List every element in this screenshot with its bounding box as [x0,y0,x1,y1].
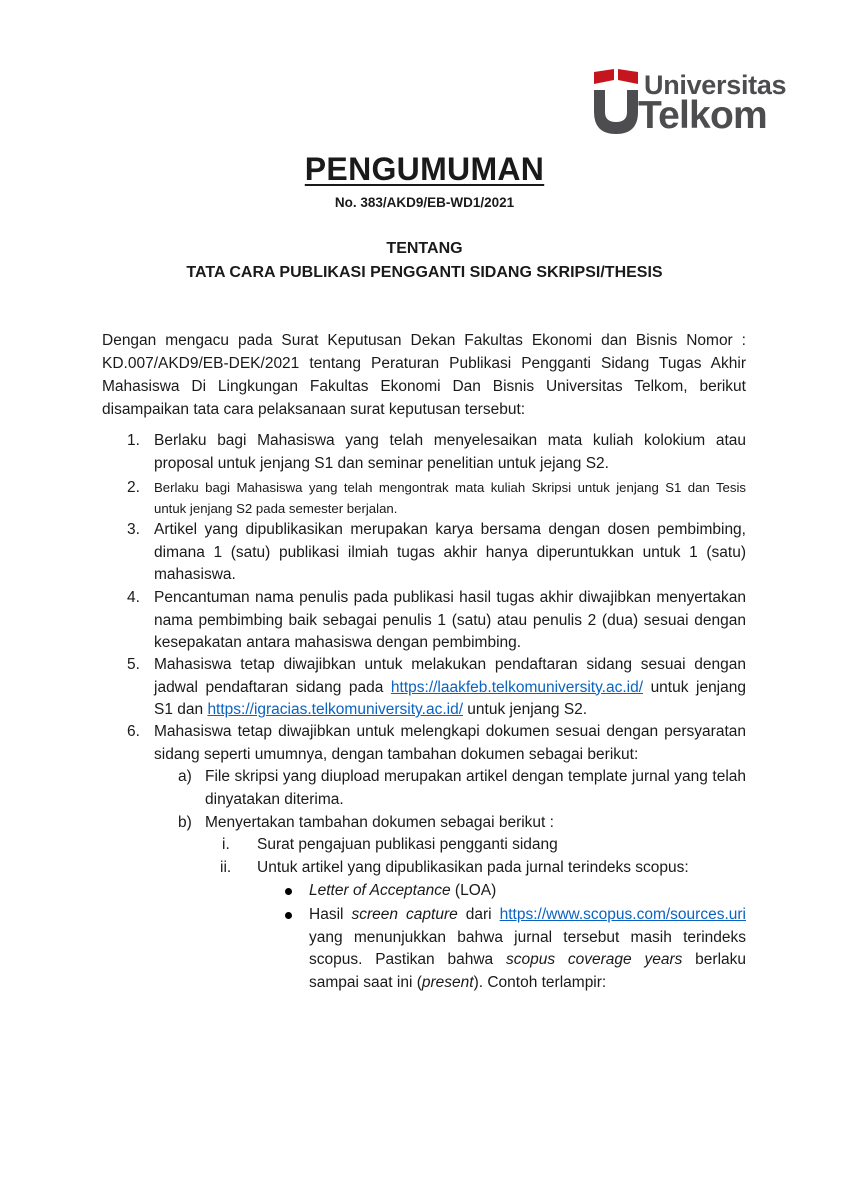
subject-line-2: TATA CARA PUBLIKASI PENGGANTI SIDANG SKRIPSI/THESIS [186,264,663,281]
sublist-mark: b) [178,814,192,831]
list-number: 5. [127,656,140,673]
bullet-italic-text: scopus coverage years [505,951,683,968]
list-item [127,654,746,722]
list-item-text: Mahasiswa tetap diwajibkan untuk melakukan pendaftaran sidang sesuai dengan jadwal pendaftaran sidang pada [154,656,746,696]
laakfeb-link[interactable]: https://laakfeb.telkomuniversity.ac.id/ [390,678,644,696]
bullet-icon [285,888,292,895]
list-number: 3. [127,521,140,538]
list-item-text: untuk jenjang S1 dan [154,678,746,718]
sublist-text: File skripsi yang diupload merupakan artikel dengan template jurnal yang telah dinyatakan diterima. [205,768,746,808]
list-item-text: Berlaku bagi Mahasiswa yang telah mengontrak mata kuliah Skripsi untuk jenjang S1 dan Tesis untuk jenjang S2 pada semester berjalan. [154,480,746,516]
roman-text: Surat pengajuan publikasi pengganti sidang [257,836,558,853]
telkom-university-logo [592,66,818,140]
list-number: 4. [127,589,140,606]
list-number: 1. [127,432,140,449]
list-item [127,430,746,475]
subject-heading [0,237,849,285]
list-item [127,721,746,766]
intro-paragraph: Dengan mengacu pada Surat Keputusan Dekan Fakultas Ekonomi dan Bisnis Nomor : KD.007/AKD9/EB-DEK/2021 tentang Peraturan Publikasi Pengganti Sidang Tugas Akhir Mahasiswa Di Lingkungan Fakultas Ekonomi Dan Bisnis Universitas Telkom, berikut disampaikan tata cara pelaksanaan surat keputusan tersebut: [102,332,746,418]
document-number: No. 383/AKD9/EB-WD1/2021 [334,195,515,210]
logo-text-telkom: Telkom [638,94,767,137]
sublist-item-a [178,766,746,811]
roman-mark: i. [222,836,230,853]
roman-mark: ii. [220,859,232,876]
sublist-text: Menyertakan tambahan dokumen sebagai berikut : [205,814,554,831]
bullet-text: (LOA) [450,882,497,899]
bullet-text: berlaku sampai saat ini ( [309,951,746,991]
bullet-icon [285,912,292,919]
bullet-text: Hasil [309,906,352,923]
sublist-mark: a) [178,768,192,785]
list-number: 2. [127,479,140,496]
list-item-text: Berlaku bagi Mahasiswa yang telah menyelesaikan mata kuliah kolokium atau proposal untuk jenjang S1 dan seminar penelitian untuk jejang S2. [154,432,746,472]
telkom-logo-mark-icon [592,66,642,140]
subject-line-1: TENTANG [386,240,463,257]
bullet-text: ). Contoh terlampir: [473,973,607,991]
scopus-link[interactable]: https://www.scopus.com/sources.uri [499,906,746,923]
list-item [127,519,746,587]
bullet-item-loa [309,880,746,903]
bullet-italic-text: Letter of Acceptance [309,882,451,899]
list-item-text: Artikel yang dipublikasikan merupakan karya bersama dengan dosen pembimbing, dimana 1 (satu) publikasi ilmiah tugas akhir hanya diperuntukkan untuk 1 (satu) mahasiswa. [154,521,746,583]
bullet-italic-text: screen capture [351,906,458,923]
list-item-text: Pencantuman nama penulis pada publikasi hasil tugas akhir diwajibkan menyertakan nama pembimbing baik sebagai penulis 1 (satu) atau penulis 2 (dua) sesuai dengan kesepakatan antara mahasiswa dengan pembimbing. [154,589,746,651]
roman-item-i [222,834,746,857]
title-text: PENGUMUMAN [304,151,545,187]
roman-text: Untuk artikel yang dipublikasikan pada jurnal terindeks scopus: [257,859,689,876]
logo-text-universitas: Universitas [644,70,787,100]
bullet-text: dari [457,906,500,923]
list-item [127,587,746,655]
bullet-italic-text: present [421,973,474,991]
sublist-item-b [178,812,746,835]
bullet-item-screen-capture [309,904,746,994]
roman-item-ii [220,857,746,880]
list-item [127,477,746,519]
list-item-text: Mahasiswa tetap diwajibkan untuk melengkapi dokumen sesuai dengan persyaratan sidang seperti umumnya, dengan tambahan dokumen sebagai berikut: [154,723,746,763]
list-item-text: untuk jenjang S2. [463,701,588,718]
list-number: 6. [127,723,140,740]
page-title [0,151,849,188]
igracias-link[interactable]: https://igracias.telkomuniversity.ac.id/ [207,701,463,718]
bullet-text: yang menunjukkan bahwa jurnal tersebut masih terindeks scopus. Pastikan bahwa [309,928,746,968]
